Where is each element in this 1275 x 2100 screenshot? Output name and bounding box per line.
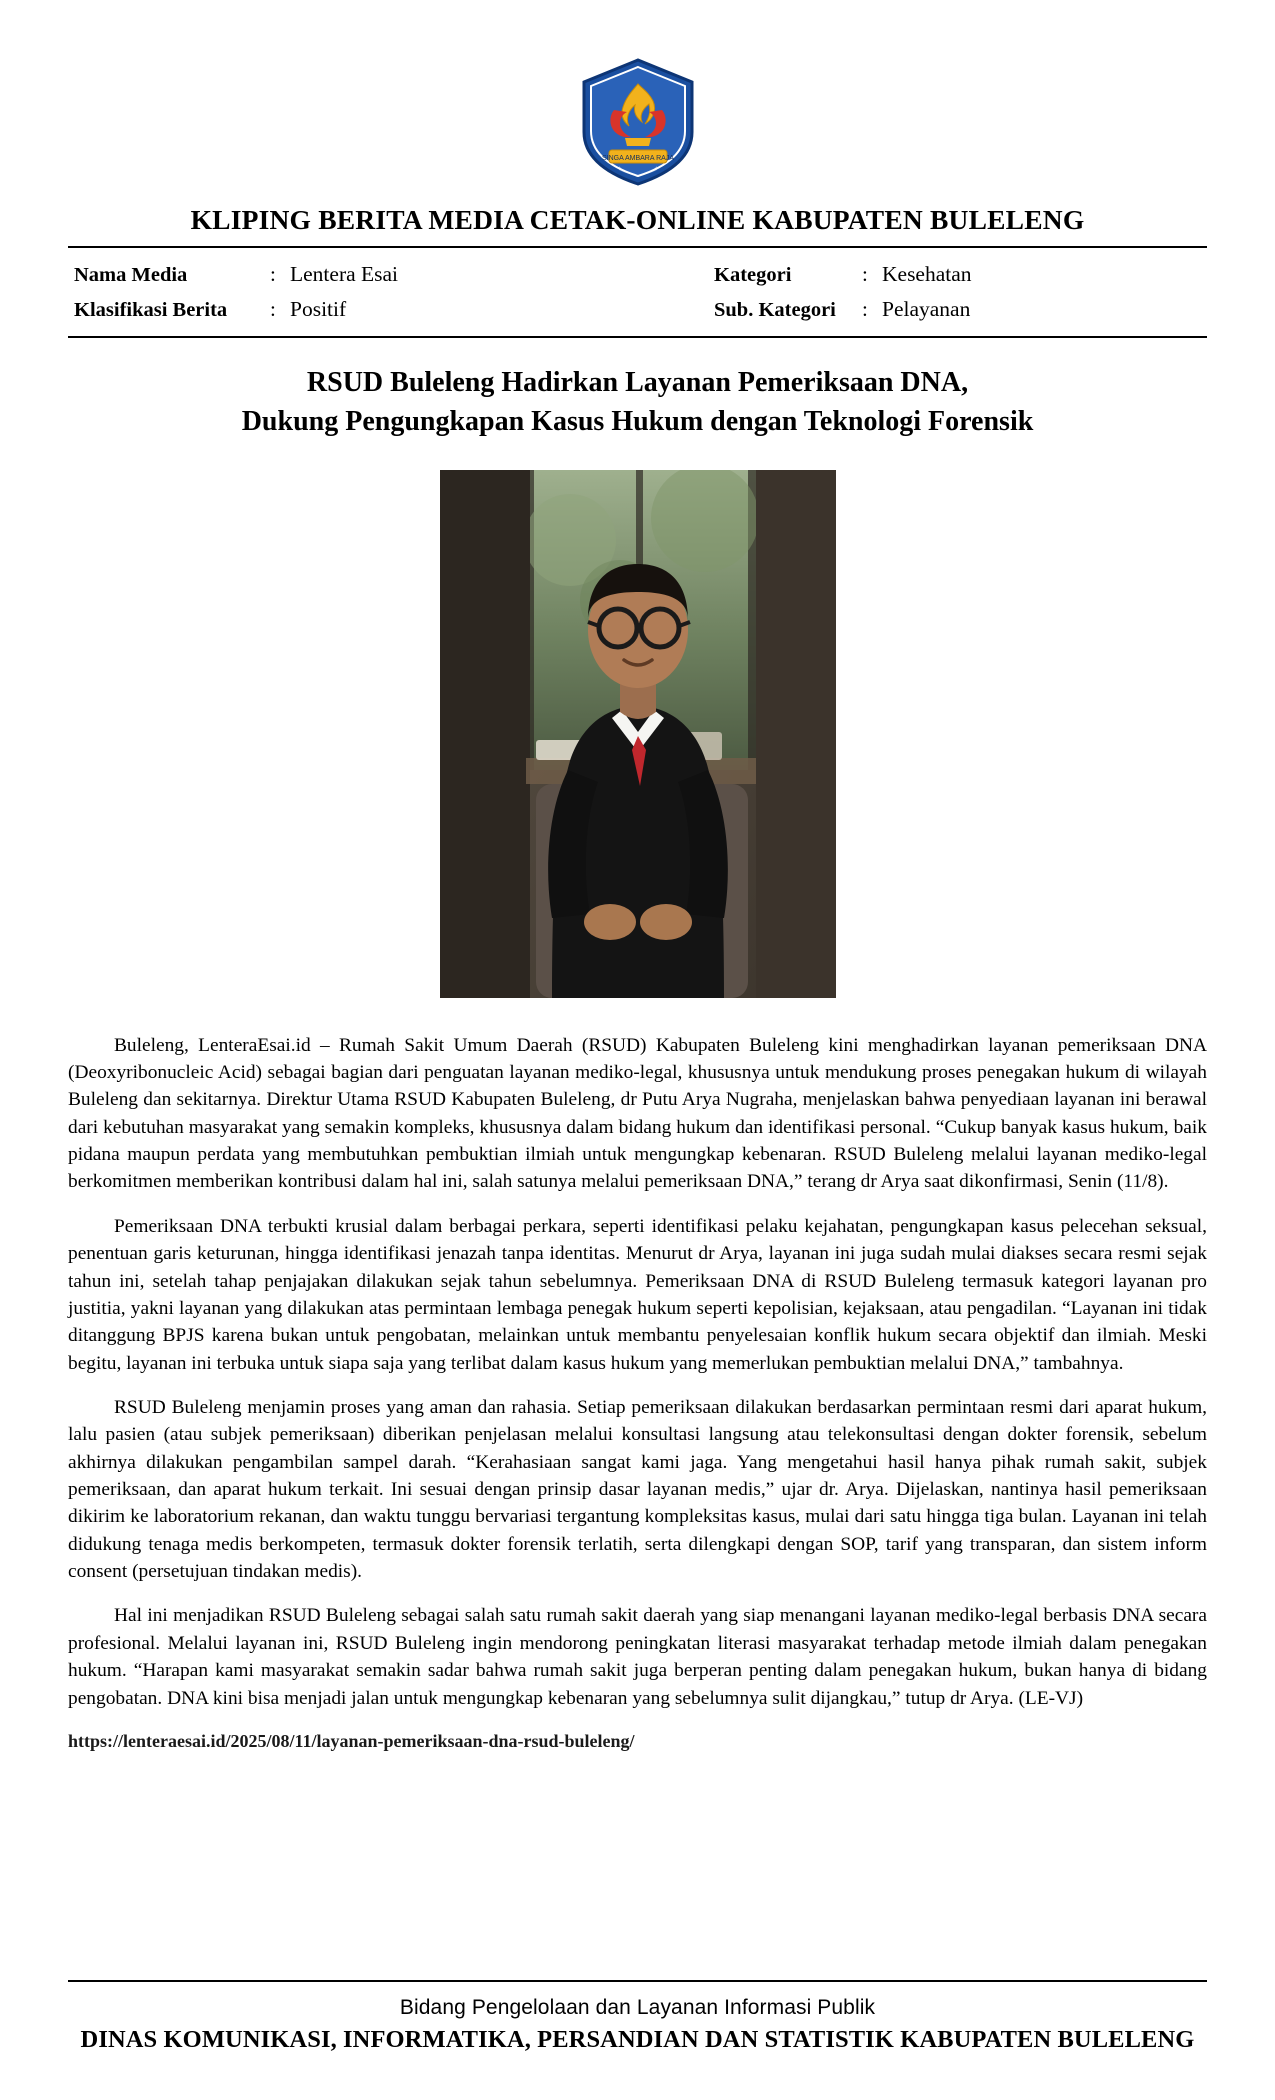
headline-line-2: Dukung Pengungkapan Kasus Hukum dengan Teknologi Forensik xyxy=(241,406,1034,438)
label-sub-kategori: Sub. Kategori xyxy=(714,299,836,322)
article-photo xyxy=(440,470,836,998)
value-klasifikasi-berita: Positif xyxy=(290,297,347,322)
metadata-table xyxy=(68,248,1207,336)
value-nama-media: Lentera Esai xyxy=(290,262,399,286)
article-paragraph: Buleleng, LenteraEsai.id – Rumah Sakit Umum Daerah (RSUD) Kabupaten Buleleng kini menghadirkan layanan pemeriksaan DNA (Deoxyribonucleic Acid) sebagai bagian dari penguatan layanan mediko-legal, khususnya untuk mendukung proses penegakan hukum di wilayah Buleleng dan sekitarnya. Direktur Utama RSUD Kabupaten Buleleng, dr Putu Arya Nugraha, menjelaskan bahwa penyediaan layanan ini berawal dari kebutuhan masyarakat yang semakin kompleks, khususnya dalam bidang hukum dan identifikasi personal. “Cukup banyak kasus hukum, baik pidana maupun perdata yang membutuhkan pembuktian ilmiah untuk mengungkap kebenaran. RSUD Buleleng melalui layanan mediko-legal berkomitmen memberikan kontribusi dalam hal ini, salah satunya melalui pemeriksaan DNA,” terang dr Arya saat dikonfirmasi, Senin (11/8). xyxy=(68,1034,1207,1193)
article-headline xyxy=(138,364,1138,441)
source-url-link[interactable]: https://lenteraesai.id/2025/08/11/layanan-pemeriksaan-dna-rsud-buleleng/ xyxy=(68,1730,635,1751)
label-klasifikasi-berita: Klasifikasi Berita xyxy=(74,299,228,322)
meta-cell-sub-kategori xyxy=(714,292,1201,327)
article-paragraph: Hal ini menjadikan RSUD Buleleng sebagai salah satu rumah sakit daerah yang siap menangani layanan mediko-legal berbasis DNA secara profesional. Melalui layanan ini, RSUD Buleleng ingin mendorong peningkatan literasi masyarakat terhadap metode ilmiah dalam penegakan hukum. “Harapan kami masyarakat semakin sadar bahwa rumah sakit juga berperan penting dalam penegakan hukum, bukan hanya di bidang pengobatan. DNA kini bisa menjadi jalan untuk mengungkap kebenaran yang sebelumnya sulit dijangkau,” tutup dr Arya. (LE-VJ) xyxy=(68,1605,1207,1709)
value-sub-kategori: Pelayanan xyxy=(882,297,971,322)
article-photo-container xyxy=(68,470,1207,998)
article-body xyxy=(68,1032,1207,1755)
buleleng-regency-emblem-icon xyxy=(579,58,697,186)
footer-department-name: DINAS KOMUNIKASI, INFORMATIKA, PERSANDIAN DAN STATISTIK KABUPATEN BULELENG xyxy=(80,2026,1195,2053)
svg-text:SINGA AMBARA RAJA: SINGA AMBARA RAJA xyxy=(601,155,674,162)
label-nama-media: Nama Media xyxy=(74,264,188,286)
emblem-container xyxy=(68,58,1207,186)
page-title: KLIPING BERITA MEDIA CETAK-ONLINE KABUPATEN BULELENG xyxy=(190,204,1085,235)
meta-cell-nama-media xyxy=(74,257,714,292)
meta-cell-kategori xyxy=(714,257,1201,292)
meta-cell-klasifikasi-berita xyxy=(74,292,714,327)
table-row xyxy=(74,292,1201,327)
divider-meta-bottom xyxy=(68,336,1207,338)
colon: : xyxy=(270,262,276,286)
article-paragraph: Pemeriksaan DNA terbukti krusial dalam berbagai perkara, seperti identifikasi pelaku kejahatan, pengungkapan kasus pelecehan seksual, penentuan garis keturunan, hingga identifikasi jenazah tanpa identitas. Menurut dr Arya, layanan ini juga sudah mulai diakses secara resmi sejak tahun ini, setelah tahap penjajakan dilakukan sejak tahun sebelumnya. Pemeriksaan DNA di RSUD Buleleng termasuk kategori layanan pro justitia, yakni layanan yang dilakukan atas permintaan lembaga penegak hukum seperti kepolisian, kejaksaan, atau pengadilan. “Layanan ini tidak ditanggung BPJS karena bukan untuk pengobatan, melainkan untuk membantu penyelesaian konflik hukum secara objektif dan ilmiah. Meski begitu, layanan ini terbuka untuk siapa saja yang terlibat dalam kasus hukum yang memerlukan pembuktian melalui DNA,” tambahnya. xyxy=(68,1215,1207,1374)
headline-line-1: RSUD Buleleng Hadirkan Layanan Pemeriksaan DNA, xyxy=(306,367,969,399)
value-kategori: Kesehatan xyxy=(882,262,972,286)
colon: : xyxy=(862,262,868,286)
colon: : xyxy=(862,297,868,322)
footer-department-unit: Bidang Pengelolaan dan Layanan Informasi Publik xyxy=(399,1996,876,2019)
colon: : xyxy=(270,297,276,322)
table-row xyxy=(74,257,1201,292)
divider-footer xyxy=(68,1980,1207,1982)
article-paragraph: RSUD Buleleng menjamin proses yang aman dan rahasia. Setiap pemeriksaan dilakukan berdasarkan permintaan resmi dari aparat hukum, lalu pasien (atau subjek pemeriksaan) diberikan penjelasan melalui konsultasi langsung atau telekonsultasi dengan dokter forensik, sebelum akhirnya dilakukan pengambilan sampel darah. “Kerahasiaan sangat kami jaga. Yang mengetahui hasil hanya pihak rumah sakit, subjek pemeriksaan, dan aparat hukum terkait. Ini sesuai dengan prinsip dasar layanan medis,” ujar dr. Arya. Dijelaskan, nantinya hasil pemeriksaan dikirim ke laboratorium rekanan, dan waktu tunggu bervariasi tergantung kompleksitas kasus, mulai dari satu hingga tiga bulan. Layanan ini telah didukung tenaga medis berkompeten, termasuk dokter forensik terlatih, serta dilengkapi dengan SOP, tarif yang transparan, dan sistem inform consent (persetujuan tindakan medis). xyxy=(68,1396,1207,1583)
label-kategori: Kategori xyxy=(714,264,792,286)
page-footer xyxy=(68,1980,1207,2054)
